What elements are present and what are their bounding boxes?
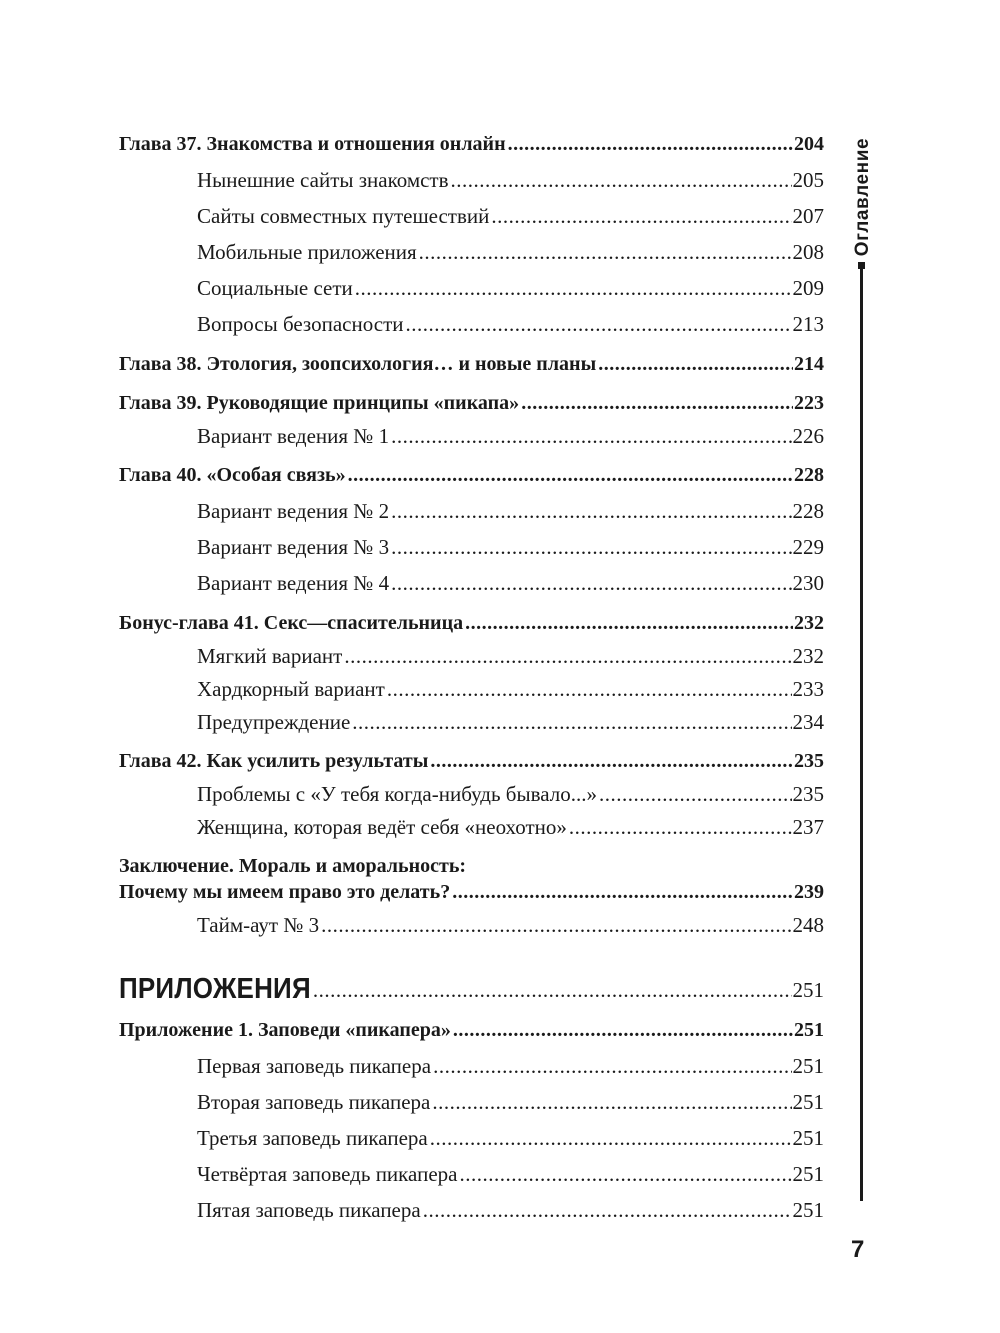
entry-title: Нынешние сайты знакомств (197, 168, 449, 192)
entry-page: 208 (792, 240, 824, 264)
dot-leader (521, 390, 793, 416)
dot-leader (598, 351, 793, 377)
running-head-text: Оглавление (852, 137, 873, 257)
toc-chapter-entry (119, 1017, 824, 1043)
toc-subentry (197, 1089, 824, 1115)
entry-page: 209 (792, 276, 824, 300)
dot-leader (508, 131, 793, 157)
toc-subentry (197, 676, 824, 702)
entry-title: Вторая заповедь пикапера (197, 1090, 431, 1114)
entry-page: 213 (792, 312, 824, 336)
entry-page: 229 (792, 535, 824, 559)
entry-title: Глава 42. Как усилить результаты (119, 750, 429, 772)
toc-subentry (197, 1125, 824, 1151)
toc-subentry (197, 1161, 824, 1187)
entry-title: Глава 39. Руководящие принципы «пикапа» (119, 392, 520, 414)
entry-title: Мягкий вариант (197, 644, 343, 668)
dot-leader (491, 203, 791, 229)
toc-subentry (197, 275, 824, 301)
entry-page: 232 (794, 612, 824, 634)
dot-leader (321, 912, 791, 938)
dot-leader (430, 748, 793, 774)
entry-title: Вопросы безопасности (197, 312, 404, 336)
entry-page: 251 (794, 1019, 824, 1041)
entry-title: Глава 38. Этология, зоопсихология… и новые планы (119, 353, 597, 375)
dot-leader (569, 814, 792, 840)
entry-title: Почему мы имеем право это делать? (119, 881, 451, 903)
entry-title: Первая заповедь пикапера (197, 1054, 432, 1078)
entry-title: Мобильные приложения (197, 240, 417, 264)
entry-title: Глава 37. Знакомства и отношения онлайн (119, 133, 506, 155)
entry-page: 235 (794, 750, 824, 772)
entry-title: Тайм-аут № 3 (197, 913, 320, 937)
dot-leader (451, 167, 792, 193)
toc-subentry (197, 534, 824, 560)
dot-leader (344, 643, 791, 669)
dot-leader (433, 1053, 791, 1079)
dot-leader (387, 676, 792, 702)
dot-leader (419, 239, 792, 265)
dot-leader (313, 977, 792, 1003)
toc-conclusion-title-line1: Заключение. Мораль и аморальность: (119, 855, 467, 877)
entry-title: Глава 40. «Особая связь» (119, 464, 346, 486)
entry-page: 251 (792, 1090, 824, 1114)
entry-page: 226 (792, 424, 824, 448)
entry-title: Сайты совместных путешествий (197, 204, 490, 228)
dot-leader (430, 1125, 792, 1151)
toc-subentry (197, 643, 824, 669)
entry-page: 248 (792, 913, 824, 937)
entry-title: Предупреждение (197, 710, 351, 734)
entry-page: 251 (792, 1162, 824, 1186)
entry-title: Вариант ведения № 1 (197, 424, 390, 448)
entry-title: Хардкорный вариант (197, 677, 385, 701)
toc-subentry (197, 1053, 824, 1079)
entry-page: 223 (794, 392, 824, 414)
entry-title: Социальные сети (197, 276, 353, 300)
entry-title: Вариант ведения № 3 (197, 535, 390, 559)
entry-title: Пятая заповедь пикапера (197, 1198, 421, 1222)
entry-title: Приложение 1. Заповеди «пикапера» (119, 1019, 451, 1041)
page-number: 7 (851, 1236, 865, 1263)
toc-chapter-entry (119, 131, 824, 157)
toc-subentry (197, 239, 824, 265)
entry-page: 228 (794, 464, 824, 486)
toc-chapter-entry (119, 610, 824, 636)
dot-leader (405, 311, 791, 337)
toc-subentry (197, 167, 824, 193)
dot-leader (432, 1089, 791, 1115)
entry-title: Проблемы с «У тебя когда-нибудь бывало...» (197, 782, 597, 806)
toc-chapter-entry (119, 351, 824, 377)
dot-leader (452, 879, 793, 905)
dot-leader (453, 1017, 793, 1043)
toc-subentry (197, 814, 824, 840)
entry-title: Женщина, которая ведёт себя «неохотно» (197, 815, 567, 839)
toc-section-heading (119, 971, 824, 1005)
dot-leader (391, 423, 791, 449)
toc-chapter-entry (119, 390, 824, 416)
dot-leader (391, 570, 791, 596)
running-head-label (849, 132, 877, 262)
entry-page: 228 (792, 499, 824, 523)
dot-leader (599, 781, 792, 807)
entry-page: 251 (792, 1054, 824, 1078)
entry-page: 204 (794, 133, 824, 155)
entry-page: 233 (792, 677, 824, 701)
entry-page: 214 (794, 353, 824, 375)
entry-title: Бонус-глава 41. Секс—спасительница (119, 612, 464, 634)
entry-page: 237 (792, 815, 824, 839)
toc-subentry (197, 709, 824, 735)
entry-page: 251 (792, 1198, 824, 1222)
toc-chapter-entry (119, 462, 824, 488)
toc-subentry (197, 423, 824, 449)
toc-chapter-entry (119, 748, 824, 774)
dot-leader (391, 534, 791, 560)
entry-page: 251 (792, 978, 824, 1002)
vertical-rule (860, 269, 863, 1201)
toc-subentry (197, 570, 824, 596)
entry-title: Четвёртая заповедь пикапера (197, 1162, 458, 1186)
entry-page: 232 (792, 644, 824, 668)
entry-page: 207 (792, 204, 824, 228)
entry-title: ПРИЛОЖЕНИЯ (119, 971, 311, 1005)
entry-page: 235 (792, 782, 824, 806)
entry-page: 205 (792, 168, 824, 192)
entry-title: Вариант ведения № 4 (197, 571, 390, 595)
dot-leader (423, 1197, 792, 1223)
entry-page: 230 (792, 571, 824, 595)
toc-subentry (197, 912, 824, 938)
dot-leader (352, 709, 791, 735)
dot-leader (459, 1161, 791, 1187)
toc-subentry (197, 1197, 824, 1223)
entry-page: 239 (794, 881, 824, 903)
dot-leader (391, 498, 791, 524)
toc-subentry (197, 781, 824, 807)
toc-subentry (197, 498, 824, 524)
toc-subentry (197, 203, 824, 229)
entry-title: Третья заповедь пикапера (197, 1126, 428, 1150)
toc-subentry (197, 311, 824, 337)
entry-page: 234 (792, 710, 824, 734)
toc-chapter-entry (119, 879, 824, 905)
entry-page: 251 (792, 1126, 824, 1150)
dot-leader (465, 610, 793, 636)
entry-title: Вариант ведения № 2 (197, 499, 390, 523)
dot-leader (348, 462, 793, 488)
running-head-marker (858, 262, 865, 269)
dot-leader (355, 275, 792, 301)
